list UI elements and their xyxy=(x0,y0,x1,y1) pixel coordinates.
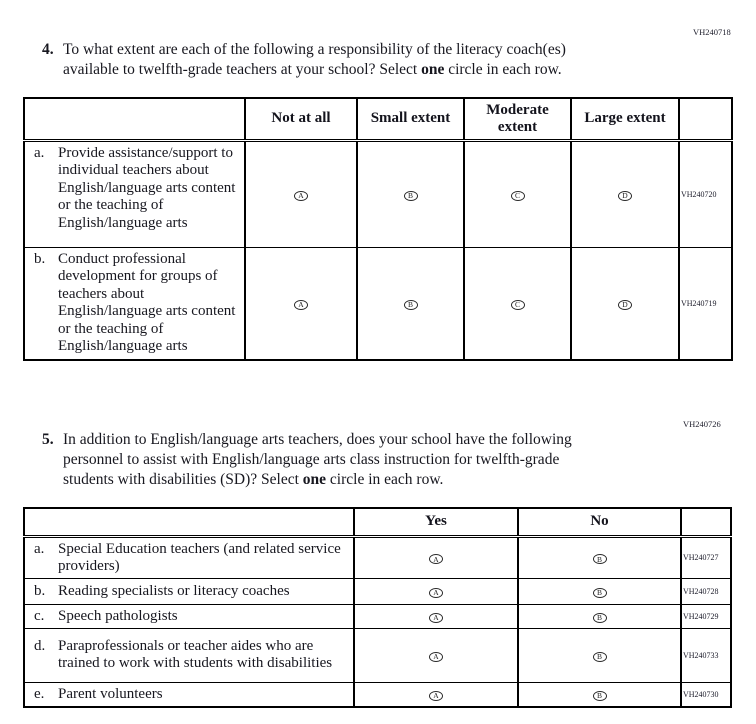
q4-table-row-b xyxy=(24,247,732,360)
q5-row-e-stem xyxy=(24,682,354,707)
q4-row-b-cell-not-at-all xyxy=(245,247,357,360)
q5-row-b-stem xyxy=(24,578,354,604)
option-bubble-d[interactable]: D xyxy=(618,300,632,310)
option-bubble-c[interactable]: C xyxy=(511,300,525,310)
q4-row-b-letter: b. xyxy=(34,250,46,267)
option-bubble-b[interactable]: B xyxy=(593,613,607,623)
accession-code-q4: VH240718 xyxy=(693,27,731,37)
q5-row-c-stem xyxy=(24,604,354,628)
q4-row-a-code: VH240720 xyxy=(679,140,732,247)
q5-row-b-letter: b. xyxy=(34,582,46,599)
q5-row-e-letter: e. xyxy=(34,685,45,702)
q5-table-row-a xyxy=(24,536,731,578)
q5-row-c-code: VH240729 xyxy=(681,604,731,628)
question-4-text xyxy=(63,40,662,80)
q5-row-e-cell-no xyxy=(518,682,681,707)
q4-row-b-cell-small-extent xyxy=(357,247,464,360)
option-bubble-a[interactable]: A xyxy=(429,691,443,701)
option-bubble-a[interactable]: A xyxy=(429,652,443,662)
option-bubble-b[interactable]: B xyxy=(593,588,607,598)
q5-row-c-cell-no xyxy=(518,604,681,628)
q5-row-e-code: VH240730 xyxy=(681,682,731,707)
q4-row-a-cell-moderate-extent xyxy=(464,140,571,247)
q4-row-a-letter: a. xyxy=(34,144,45,161)
q4-row-b-cell-moderate-extent xyxy=(464,247,571,360)
q4-header-large-extent: Large extent xyxy=(571,98,679,140)
q5-table-row-e xyxy=(24,682,731,707)
q5-table-row-d xyxy=(24,628,731,682)
q4-row-a-label: Provide assistance/support to individual teachers about English/language arts content or the teaching of English/language arts xyxy=(58,144,236,231)
q5-header-no: No xyxy=(518,508,681,536)
option-bubble-b[interactable]: B xyxy=(593,652,607,662)
q5-table-header-row xyxy=(24,508,731,536)
q5-row-b-code: VH240728 xyxy=(681,578,731,604)
q4-row-a-cell-not-at-all xyxy=(245,140,357,247)
q4-header-empty xyxy=(24,98,245,140)
q4-table-row-a xyxy=(24,140,732,247)
q4-row-a-stem xyxy=(24,140,245,247)
q4-row-a-cell-large-extent xyxy=(571,140,679,247)
q5-row-d-cell-no xyxy=(518,628,681,682)
q5-table-row-b xyxy=(24,578,731,604)
q5-row-b-label: Reading specialists or literacy coaches xyxy=(58,582,290,599)
q4-row-b-stem xyxy=(24,247,245,360)
q4-response-table xyxy=(23,97,733,361)
q5-row-d-label: Paraprofessionals or teacher aides who are trained to work with students with disabilities xyxy=(58,638,333,671)
q5-row-b-cell-yes xyxy=(354,578,518,604)
question-5-line1: In addition to English/language arts teachers, does your school have the following xyxy=(63,431,572,448)
q5-row-a-letter: a. xyxy=(34,540,45,557)
q4-row-b-label: Conduct professional development for groups of teachers about English/language arts content or the teaching of English/language arts xyxy=(58,250,236,355)
q4-header-moderate-extent: Moderate extent xyxy=(464,98,571,140)
question-5-number: 5. xyxy=(42,431,54,448)
q5-row-d-code: VH240733 xyxy=(681,628,731,682)
option-bubble-b[interactable]: B xyxy=(404,191,418,201)
q5-row-e-cell-yes xyxy=(354,682,518,707)
q5-row-d-stem xyxy=(24,628,354,682)
question-5 xyxy=(42,430,662,490)
q5-row-a-stem xyxy=(24,536,354,578)
option-bubble-a[interactable]: A xyxy=(294,191,308,201)
question-5-line3: students with disabilities (SD)? Select one circle in each row. xyxy=(63,471,444,488)
q4-table-header-row xyxy=(24,98,732,140)
q5-row-c-cell-yes xyxy=(354,604,518,628)
question-4-number: 4. xyxy=(42,41,54,58)
option-bubble-a[interactable]: A xyxy=(294,300,308,310)
q4-row-b-code: VH240719 xyxy=(679,247,732,360)
q5-row-c-letter: c. xyxy=(34,607,45,624)
option-bubble-b[interactable]: B xyxy=(593,554,607,564)
q5-row-a-cell-no xyxy=(518,536,681,578)
q5-response-table xyxy=(23,507,732,708)
question-5-line2: personnel to assist with English/language arts class instruction for twelfth-grade xyxy=(63,451,560,468)
q4-row-a-cell-small-extent xyxy=(357,140,464,247)
option-bubble-c[interactable]: C xyxy=(511,191,525,201)
option-bubble-a[interactable]: A xyxy=(429,588,443,598)
question-4-line2: available to twelfth-grade teachers at your school? Select one circle in each row. xyxy=(63,61,562,78)
q5-row-e-label: Parent volunteers xyxy=(58,685,163,702)
q4-header-not-at-all: Not at all xyxy=(245,98,357,140)
q5-header-yes: Yes xyxy=(354,508,518,536)
q5-row-b-cell-no xyxy=(518,578,681,604)
accession-code-q5: VH240726 xyxy=(683,419,721,429)
option-bubble-a[interactable]: A xyxy=(429,554,443,564)
option-bubble-b[interactable]: B xyxy=(404,300,418,310)
option-bubble-d[interactable]: D xyxy=(618,191,632,201)
q5-row-a-cell-yes xyxy=(354,536,518,578)
option-bubble-b[interactable]: B xyxy=(593,691,607,701)
q4-header-small-extent: Small extent xyxy=(357,98,464,140)
q5-row-c-label: Speech pathologists xyxy=(58,607,178,624)
q5-header-code-column xyxy=(681,508,731,536)
q5-row-a-code: VH240727 xyxy=(681,536,731,578)
question-5-text xyxy=(63,430,662,490)
option-bubble-a[interactable]: A xyxy=(429,613,443,623)
q5-header-empty xyxy=(24,508,354,536)
q5-row-a-label: Special Education teachers (and related service providers) xyxy=(58,540,341,574)
q5-table-row-c xyxy=(24,604,731,628)
q4-row-b-cell-large-extent xyxy=(571,247,679,360)
q5-row-d-cell-yes xyxy=(354,628,518,682)
question-4-line1: To what extent are each of the following a responsibility of the literacy coach(es) xyxy=(63,41,566,58)
q4-header-code-column xyxy=(679,98,732,140)
q5-row-d-letter: d. xyxy=(34,638,46,654)
question-4 xyxy=(42,40,662,80)
